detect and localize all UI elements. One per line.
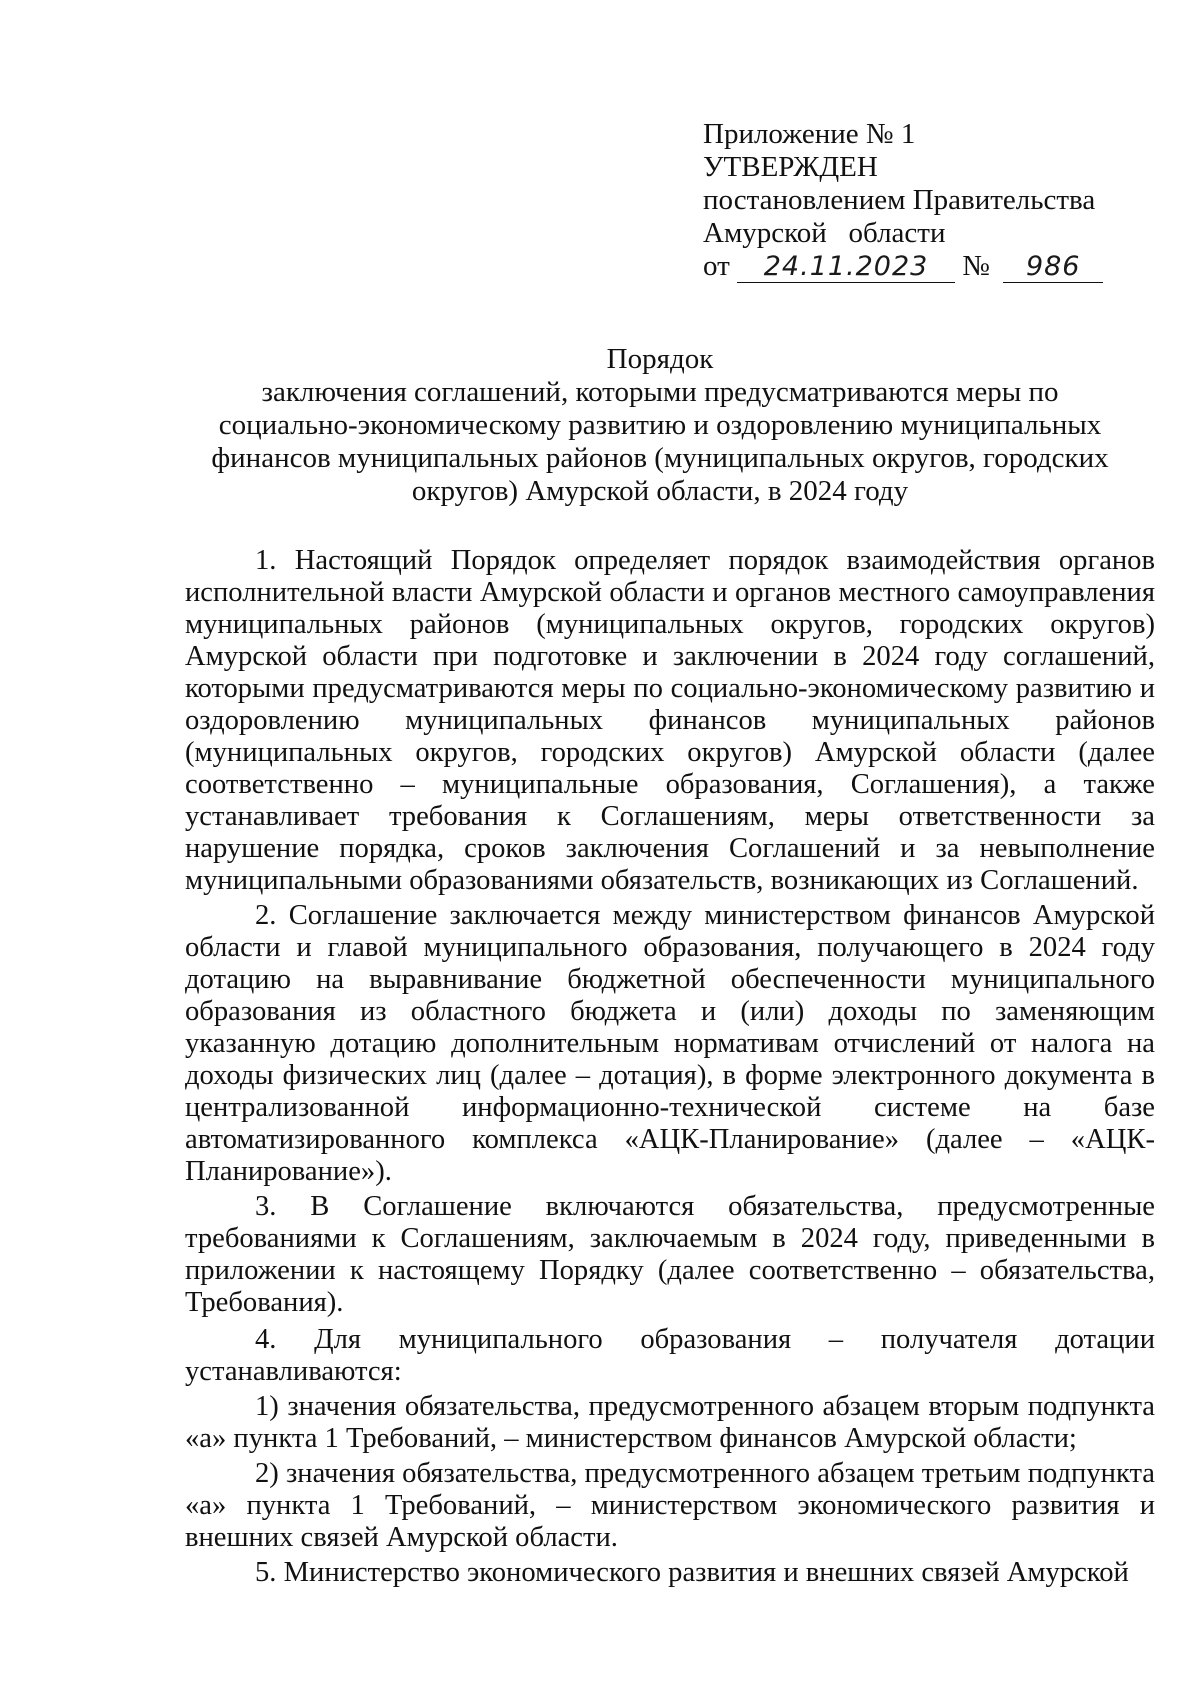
paragraph-1: 1. Настоящий Порядок определяет порядок взаимодействия органов исполнительной власти Амурской области и органов местного самоуправления муниципальных районов (муниципальных округов, городских округов) Амурской области при подготовке и заключении в 2024 году соглашений, которыми предусматриваются меры по социально-экономическому развитию и оздоровлению муниципальных финансов муниципальных районов (муниципальных округов, городских округов) Амурской области (далее соответственно – муниципальные образования, Соглашения), а также устанавливает требования к Соглашениям, меры ответственности за нарушение порядка, сроков заключения Соглашений и за невыполнение муниципальными образованиями обязательств, возникающих из Соглашений. (185, 545, 1155, 896)
title-line: социально-экономическому развитию и оздоровлению муниципальных (218, 409, 1102, 441)
handwritten-number: 986 (1003, 252, 1103, 283)
handwritten-date: 24.11.2023 (737, 252, 955, 283)
appendix-label: Приложение № 1 (703, 118, 916, 150)
paragraph-4-item-2: 2) значения обязательства, предусмотренного абзацем третьим подпункта «а» пункта 1 Требований, – министерством экономического развития и внешних связей Амурской области. (185, 1458, 1155, 1553)
paragraph-3: 3. В Соглашение включаются обязательства, предусмотренные требованиями к Соглашениям, заключаемым в 2024 году, приведенными в приложении к настоящему Порядку (далее соответственно – обязательства, Требования). (185, 1191, 1155, 1318)
resolution-label: постановлением Правительства (703, 184, 1096, 216)
paragraph-4: 4. Для муниципального образования – получателя дотации устанавливаются: (185, 1324, 1155, 1387)
region-label: Амурской области (703, 217, 946, 249)
document-title (180, 343, 1140, 508)
approved-label: УТВЕРЖДЕН (703, 151, 878, 183)
paragraph-4-item-1: 1) значения обязательства, предусмотренного абзацем вторым подпункта «а» пункта 1 Требований, – министерством финансов Амурской области; (185, 1391, 1155, 1454)
from-prefix: от (703, 250, 730, 282)
approval-stamp-block (703, 118, 1123, 283)
date-number-line (703, 250, 1123, 283)
number-sign: № (962, 250, 990, 282)
paragraph-5: 5. Министерство экономического развития и внешних связей Амурской (255, 1557, 1129, 1588)
title-heading: Порядок (606, 343, 714, 375)
title-line: заключения соглашений, которыми предусматриваются меры по (261, 376, 1059, 408)
title-line: округов) Амурской области, в 2024 году (411, 475, 909, 507)
document-body (185, 545, 1155, 1589)
paragraph-2: 2. Соглашение заключается между министерством финансов Амурской области и главой муниципального образования, получающего в 2024 году дотацию на выравнивание бюджетной обеспеченности муниципального образования из областного бюджета и (или) доходы по заменяющим указанную дотацию дополнительным нормативам отчислений от налога на доходы физических лиц (далее – дотация), в форме электронного документа в централизованной информационно-технической системе на базе автоматизированного комплекса «АЦК-Планирование» (далее – «АЦК-Планирование»). (185, 900, 1155, 1187)
title-line: финансов муниципальных районов (муниципальных округов, городских (211, 442, 1109, 474)
